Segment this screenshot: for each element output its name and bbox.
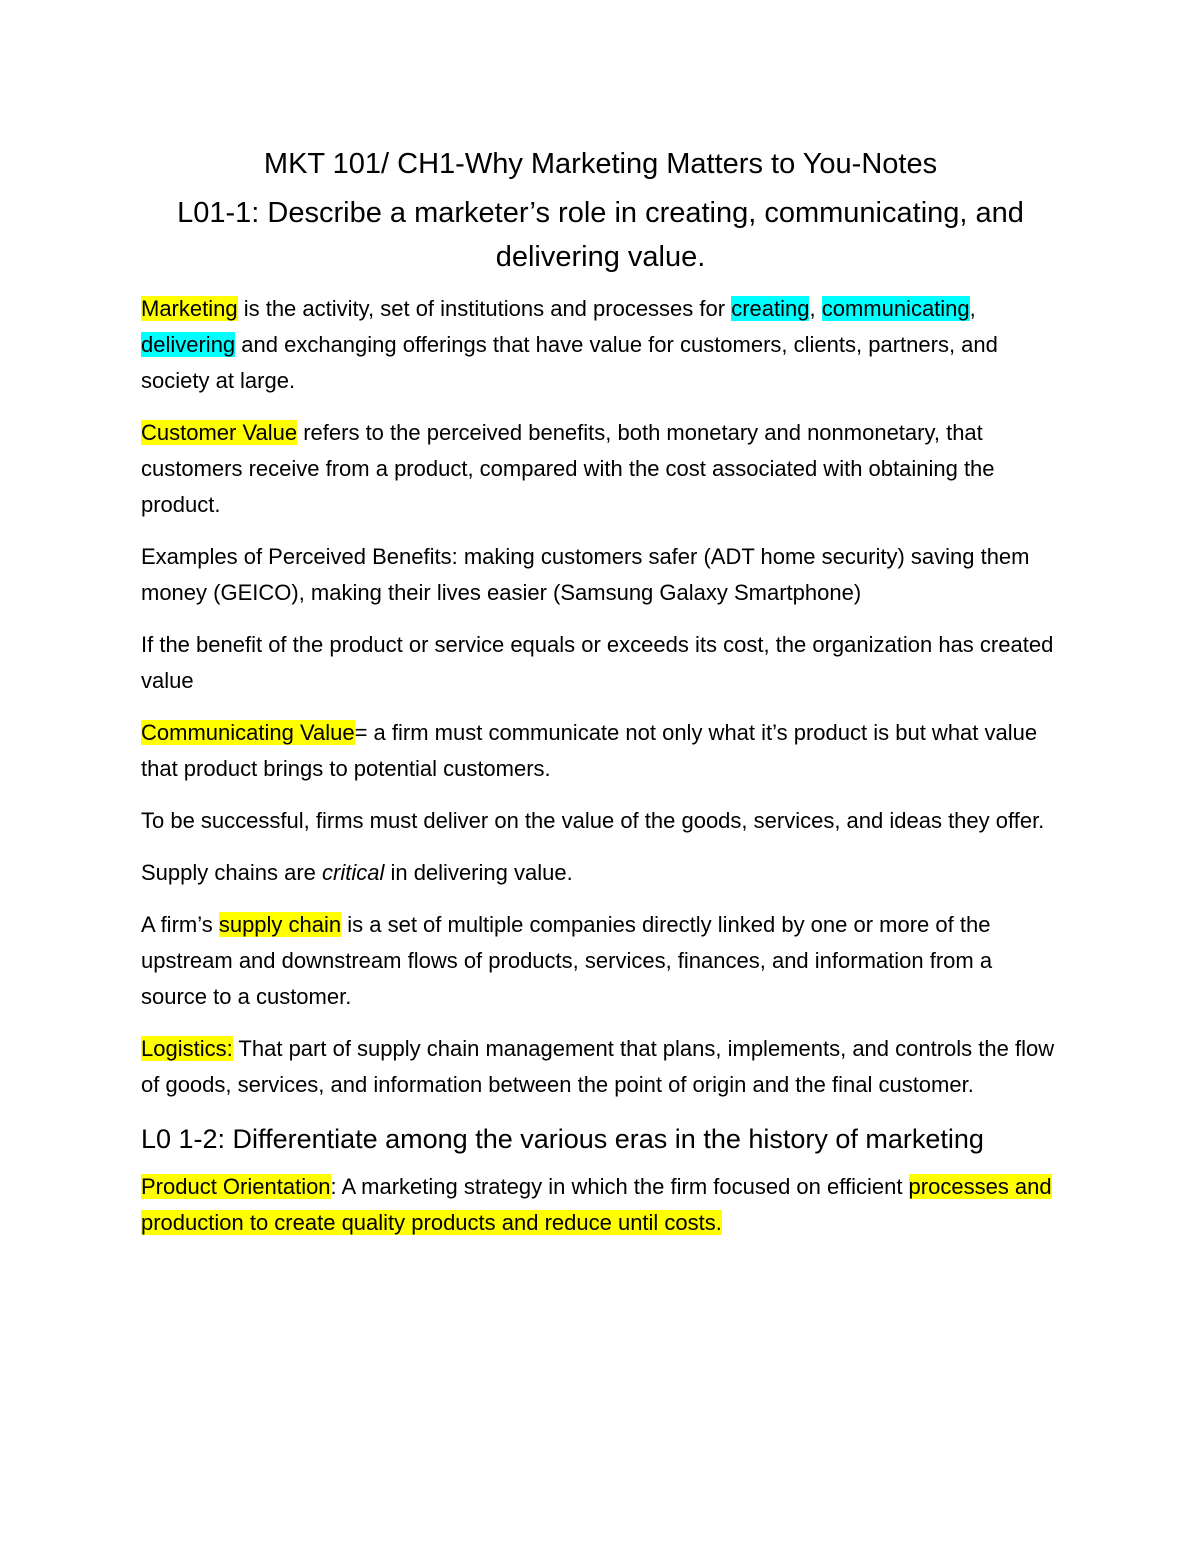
text-span: is the activity, set of institutions and processes for <box>237 296 732 321</box>
term-marketing: Marketing <box>141 296 238 321</box>
document-title: MKT 101/ CH1-Why Marketing Matters to You-Notes <box>263 148 938 180</box>
product-orientation-definition <box>141 1169 1060 1241</box>
text-span: That part of supply chain management that plans, implements, and controls the flow of goods, services, and information between the point of origin and the final customer. <box>141 1036 1055 1097</box>
text-span: refers to the perceived benefits, both monetary and nonmonetary, that customers receive from a product, compared with the cost associated with obtaining the product. <box>141 420 995 517</box>
logistics-definition <box>141 1031 1060 1103</box>
highlight-communicating: communicating <box>821 296 970 321</box>
text-span: is a set of multiple companies directly linked by one or more of the upstream and downstream flows of products, services, finances, and information from a source to a customer. <box>141 912 993 1009</box>
text-span: , <box>969 296 976 321</box>
customer-value-definition <box>141 415 1060 523</box>
supply-chains-critical-paragraph <box>141 855 1060 891</box>
term-customer-value: Customer Value <box>141 420 298 445</box>
deliver-value-paragraph: To be successful, firms must deliver on the value of the goods, services, and ideas they offer. <box>141 808 1045 833</box>
created-value-paragraph: If the benefit of the product or service equals or exceeds its cost, the organization has created value <box>141 632 1054 693</box>
term-communicating-value: Communicating Value <box>141 720 355 745</box>
text-span: , <box>809 296 822 321</box>
text-span: Supply chains are <box>141 860 322 885</box>
text-span: in delivering value. <box>384 860 573 885</box>
communicating-value-definition <box>141 715 1060 787</box>
highlight-production-processes: processes and production to create quality products and reduce until costs. <box>141 1174 1052 1235</box>
text-span: : A marketing strategy in which the firm focused on efficient <box>330 1174 909 1199</box>
learning-objective-2-heading: L0 1-2: Differentiate among the various eras in the history of marketing <box>141 1124 984 1154</box>
term-product-orientation: Product Orientation <box>141 1174 331 1199</box>
marketing-definition <box>141 291 1060 399</box>
highlight-delivering: delivering <box>141 332 236 357</box>
term-supply-chain: supply chain <box>218 912 342 937</box>
supply-chain-definition <box>141 907 1060 1015</box>
term-logistics: Logistics: <box>141 1036 233 1061</box>
perceived-benefits-examples: Examples of Perceived Benefits: making customers safer (ADT home security) saving them money (GEICO), making their lives easier (Samsung Galaxy Smartphone) <box>141 544 1030 605</box>
highlight-creating: creating <box>731 296 810 321</box>
emphasis-critical: critical <box>322 860 385 885</box>
learning-objective-1-heading: L01-1: Describe a marketer’s role in creating, communicating, and delivering value. <box>177 197 1024 273</box>
text-span: and exchanging offerings that have value for customers, clients, partners, and society at large. <box>141 332 998 393</box>
text-span: A firm’s <box>141 912 219 937</box>
text-span: = a firm must communicate not only what it’s product is but what value that product brings to potential customers. <box>141 720 1038 781</box>
